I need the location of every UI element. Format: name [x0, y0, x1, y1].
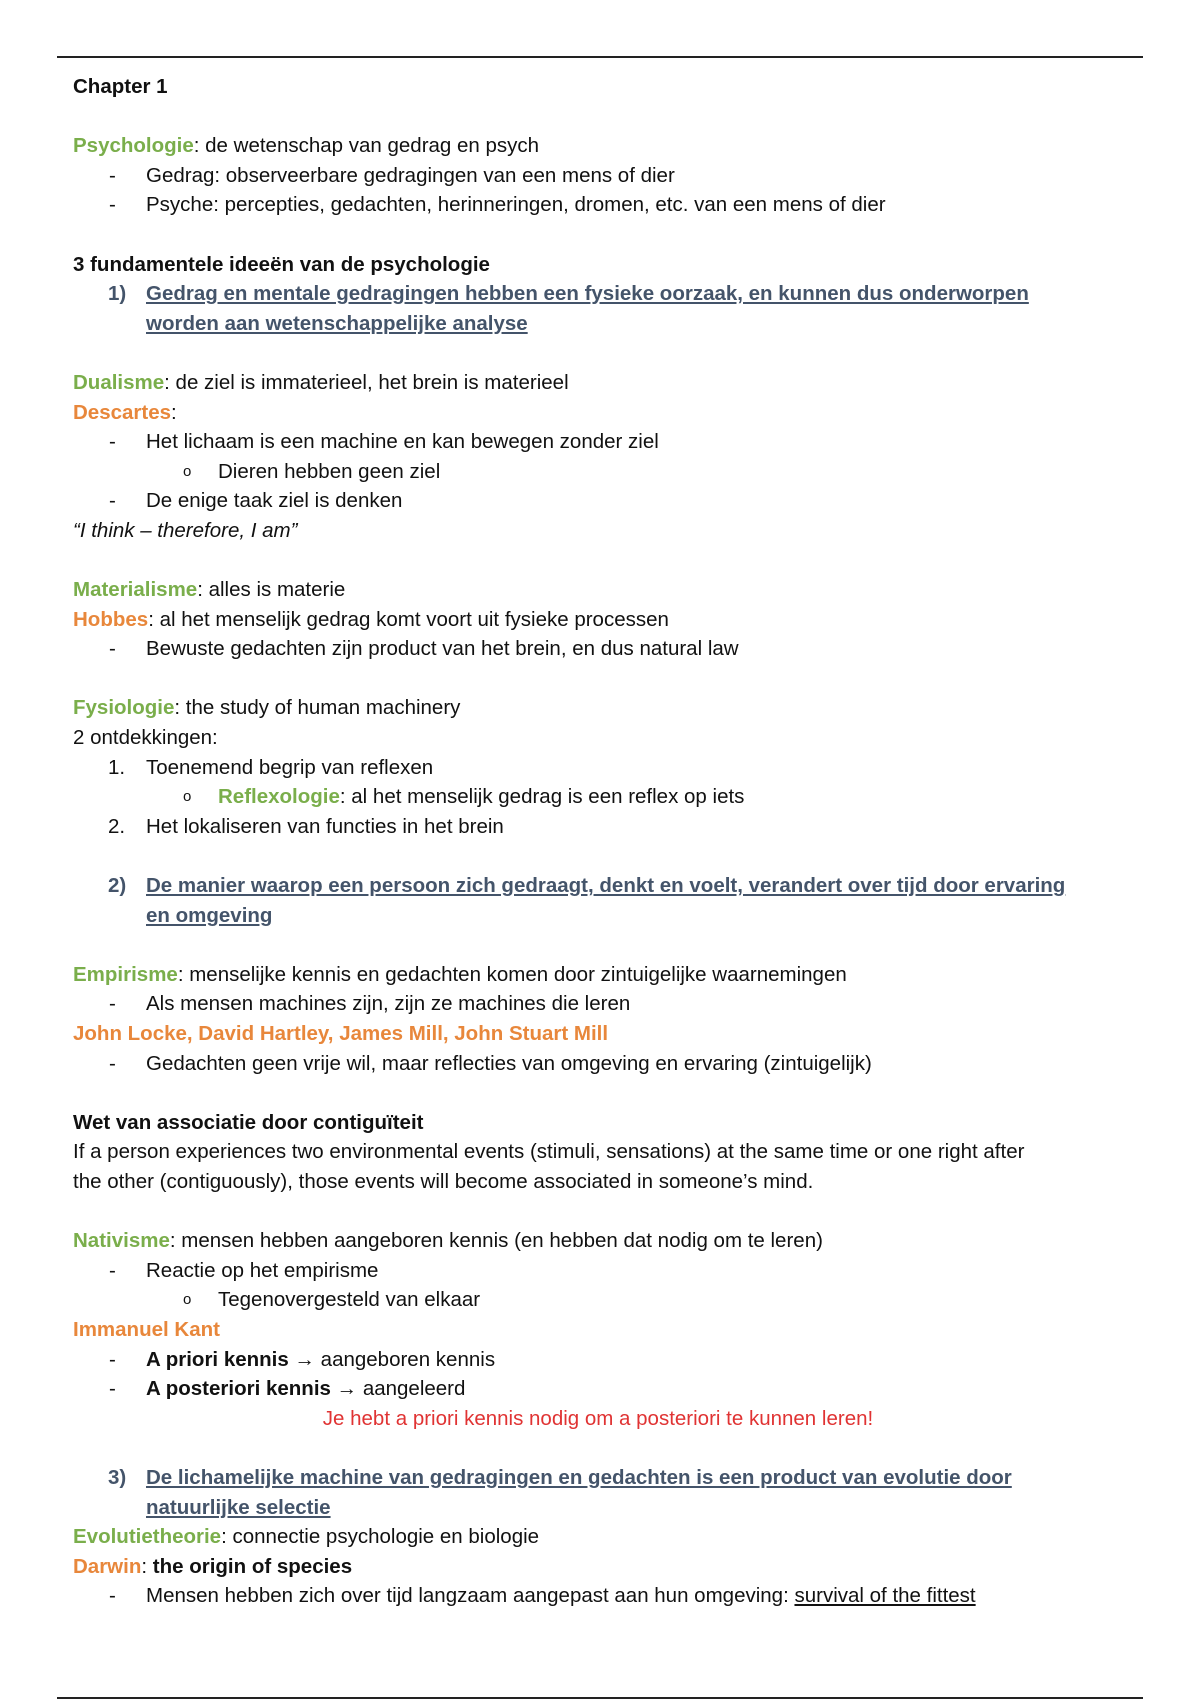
psychologie-term: Psychologie — [73, 134, 194, 158]
dash-bullet: - — [109, 1584, 116, 1608]
dualisme-term: Dualisme — [73, 370, 165, 394]
fysiologie-intro: 2 ontdekkingen: — [73, 726, 218, 750]
descartes-name: Descartes — [73, 400, 172, 424]
dash-bullet: - — [109, 637, 116, 661]
dash-bullet: - — [109, 430, 116, 454]
darwin-book: the origin of species — [152, 1554, 353, 1578]
descartes-quote: “I think – therefore, I am” — [73, 518, 298, 542]
materialisme-term: Materialisme — [73, 578, 198, 602]
list-subitem — [73, 1285, 1123, 1315]
idea-1-line-1: Gedrag en mentale gedragingen hebben een fysieke oorzaak, en kunnen dus onderworpen — [146, 282, 1029, 306]
a-priori-def: → aangeboren kennis — [288, 1347, 496, 1371]
hobbes-name: Hobbes — [73, 607, 149, 631]
dash-bullet: - — [109, 992, 116, 1016]
evolutie-def: : connectie psychologie en biologie — [221, 1525, 540, 1549]
psychologie-definition — [73, 131, 1123, 161]
descartes-bullet-2: De enige taak ziel is denken — [146, 489, 403, 513]
empirisme-def: : menselijke kennis en gedachten komen door zintuigelijke waarnemingen — [177, 962, 847, 986]
dash-bullet: - — [109, 163, 116, 187]
empiricist-names: John Locke, David Hartley, James Mill, John Stuart Mill — [73, 1022, 609, 1045]
idea-3-marker: 3) — [108, 1465, 127, 1489]
reflexologie-term: Reflexologie — [218, 785, 340, 809]
fysiologie-item-2: Het lokaliseren van functies in het brein — [146, 814, 504, 838]
list-item — [73, 1256, 1123, 1286]
dualisme-def: : de ziel is immaterieel, het brein is materieel — [164, 370, 569, 394]
hobbes-line — [73, 605, 1123, 635]
a-priori-term: A priori kennis — [146, 1347, 289, 1371]
circle-bullet: o — [183, 788, 192, 806]
kant-name: Immanuel Kant — [73, 1317, 220, 1341]
empirisme-definition — [73, 960, 1123, 990]
fysiologie-definition — [73, 693, 1123, 723]
list-subitem — [73, 457, 1123, 487]
dualisme-definition — [73, 368, 1123, 398]
list-item — [73, 1374, 1123, 1404]
survival-of-the-fittest: survival of the fittest — [794, 1584, 976, 1608]
circle-bullet: o — [183, 462, 192, 480]
list-item — [73, 190, 1123, 220]
dash-bullet: - — [109, 1258, 116, 1282]
nativisme-definition — [73, 1226, 1123, 1256]
idea-2-marker: 2) — [108, 874, 127, 898]
idea-1 — [73, 279, 1123, 309]
nativisme-bullet: Reactie op het empirisme — [146, 1258, 379, 1282]
idea-2-line-1: De manier waarop een persoon zich gedraagt, denkt en voelt, verandert over tijd door ervaring — [146, 874, 1066, 898]
empirisme-bullet: Als mensen machines zijn, zijn ze machines die leren — [146, 992, 631, 1016]
ideas-heading: 3 fundamentele ideeën van de psychologie — [73, 252, 490, 276]
idea-1-line-2: worden aan wetenschappelijke analyse — [146, 311, 528, 335]
associatie-text-1: If a person experiences two environmental events (stimuli, sensations) at the same time or one right after — [73, 1140, 1025, 1164]
darwin-name: Darwin — [73, 1554, 142, 1578]
dash-bullet: - — [109, 1051, 116, 1075]
kant-note: Je hebt a priori kennis nodig om a posteriori te kunnen leren! — [322, 1406, 874, 1430]
idea-2-line-2: en omgeving — [146, 903, 273, 927]
fysiologie-term: Fysiologie — [73, 696, 175, 720]
materialisme-definition — [73, 575, 1123, 605]
list-item — [73, 1581, 1123, 1611]
list-item — [73, 989, 1123, 1019]
materialisme-def: : alles is materie — [197, 578, 346, 602]
idea-3-line-1: De lichamelijke machine van gedragingen en gedachten is een product van evolutie door — [146, 1465, 1012, 1489]
idea-1-cont — [73, 309, 1123, 339]
descartes-line — [73, 398, 1123, 428]
a-posteriori-term: A posteriori kennis — [146, 1377, 331, 1401]
psychologie-bullet-1: Gedrag: observeerbare gedragingen van een mens of dier — [146, 163, 675, 187]
psychologie-def: : de wetenschap van gedrag en psych — [193, 134, 540, 158]
document-page — [73, 72, 1123, 1611]
descartes-bullet-1: Het lichaam is een machine en kan bewegen zonder ziel — [146, 430, 659, 454]
nativisme-term: Nativisme — [73, 1229, 170, 1253]
list-item — [73, 161, 1123, 191]
list-item — [73, 1049, 1123, 1079]
idea-3-line-2: natuurlijke selectie — [146, 1495, 331, 1519]
hobbes-bullet: Bewuste gedachten zijn product van het brein, en dus natural law — [146, 637, 739, 661]
dash-bullet: - — [109, 193, 116, 217]
darwin-line — [73, 1552, 1123, 1582]
numbered-item — [73, 753, 1123, 783]
dash-bullet: - — [109, 1347, 116, 1371]
descartes-colon: : — [171, 400, 177, 424]
evolutie-definition — [73, 1522, 1123, 1552]
darwin-colon: : — [141, 1554, 153, 1578]
fysiologie-item-1: Toenemend begrip van reflexen — [146, 755, 434, 779]
idea-2 — [73, 871, 1123, 901]
number-marker: 2. — [108, 814, 126, 838]
chapter-heading: Chapter 1 — [73, 75, 168, 98]
idea-1-marker: 1) — [108, 282, 127, 306]
dash-bullet: - — [109, 489, 116, 513]
darwin-bullet: Mensen hebben zich over tijd langzaam aangepast aan hun omgeving: — [146, 1584, 795, 1608]
circle-bullet: o — [183, 1291, 192, 1309]
bottom-rule — [57, 1697, 1143, 1699]
associatie-text-2: the other (contiguously), those events will become associated in someone’s mind. — [73, 1169, 814, 1193]
dash-bullet: - — [109, 1377, 116, 1401]
number-marker: 1. — [108, 755, 126, 779]
evolutie-term: Evolutietheorie — [73, 1525, 222, 1549]
a-posteriori-def: → aangeleerd — [330, 1377, 466, 1401]
reflexologie-def: : al het menselijk gedrag is een reflex op iets — [339, 785, 745, 809]
psychologie-bullet-2: Psyche: percepties, gedachten, herinneringen, dromen, etc. van een mens of dier — [146, 193, 886, 217]
list-item — [73, 1345, 1123, 1375]
fysiologie-def: : the study of human machinery — [174, 696, 461, 720]
empirisme-term: Empirisme — [73, 962, 178, 986]
descartes-sub-1: Dieren hebben geen ziel — [218, 459, 441, 483]
nativisme-sub: Tegenovergesteld van elkaar — [218, 1288, 481, 1312]
idea-2-cont — [73, 901, 1123, 931]
nativisme-def: : mensen hebben aangeboren kennis (en hebben dat nodig om te leren) — [169, 1229, 823, 1253]
numbered-item — [73, 812, 1123, 842]
idea-3 — [73, 1463, 1123, 1493]
idea-3-cont — [73, 1493, 1123, 1523]
top-rule — [57, 56, 1143, 58]
list-item — [73, 634, 1123, 664]
associatie-heading: Wet van associatie door contiguïteit — [73, 1110, 424, 1134]
list-subitem — [73, 782, 1123, 812]
hobbes-def: : al het menselijk gedrag komt voort uit fysieke processen — [148, 607, 669, 631]
list-item — [73, 486, 1123, 516]
empiricist-bullet: Gedachten geen vrije wil, maar reflecties van omgeving en ervaring (zintuigelijk) — [146, 1051, 872, 1075]
list-item — [73, 427, 1123, 457]
